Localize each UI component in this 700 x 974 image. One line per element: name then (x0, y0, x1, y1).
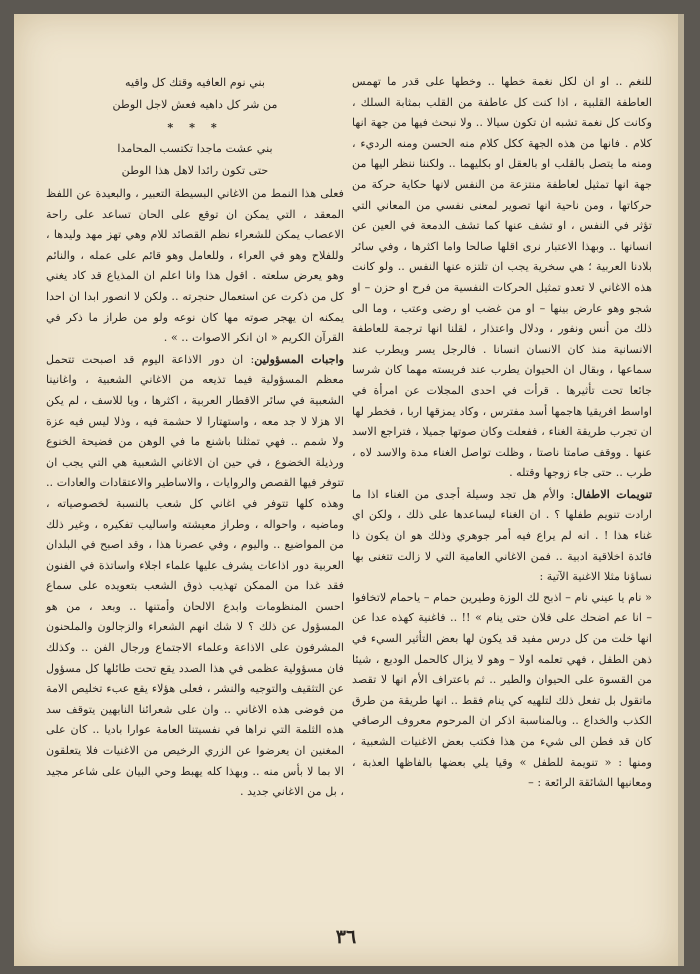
right-paragraph-3: « نام يا عيني نام – اذبح لك الوزة وطيرين حمام – ياحمام لاتخافوا – انا عم اضحك على فلان حتى ينام » !! .. فاغنية كهذه عدا عن انها خلت من كل درس مفيد قد يكون لها بعض التأثير السيء في ذهن الطفل ، فهي تعلمه اولا – وهو لا يزال كالحمل الوديع ، شيئا من القسوة على الحيوان والطير .. ثم باعتراف الأم انها لا تقصد ماتقول بل تفعل ذلك لتلهيه كي ينام فقط .. انها طريقة من طرق الكذب والخداع .. وبالمناسبة اذكر ان المرحوم معروف الرصافي كان قد فطن الى شيء من هذا فكتب بعض الاغنيات الشعبية ، ومنها : « تنويمة للطفل » وقيا يلي بعضها بالفاظها العذبة ، ومعانيها الشائقة الرائعة : – (352, 590, 652, 790)
poem-line-2: من شر كل داهيه فعش لاجل الوطن (112, 98, 278, 111)
right-text-column (352, 72, 652, 794)
left-paragraph-1: فعلى هذا النمط من الاغاني البسيطة التعبير ، والبعيدة عن اللفظ المعقد ، التي يمكن ان توقع على الحان تساعد على راحة الاعصاب يمكن للشعراء نظم القصائد للام وهي تهز مهد وليدها ، وللفلاح وهو في العراء ، وللعامل وهو قائم على عمله ، والنائم وهو يعرض سلعته . اقول هذا وانا اعلم ان المذياع قد كاد يغني كل من ذكرت عن استعمال حنجرته .. ولكن لا انصور ابدا ان احدا يمكنه ان يهجر صوته مها كان نوعه ولو من طراز ما ذكر في القرآن الكريم « ان انكر الاصوات .. » . (46, 187, 344, 345)
page-number: ٣٦ (335, 926, 357, 948)
magazine-page (14, 14, 684, 966)
poem-line-3: بني عشت ماجدا تكتسب المحامدا (117, 142, 273, 155)
left-paragraph-2 (46, 349, 344, 803)
left-paragraph-2-body: : ان دور الاذاعة اليوم قد اصبحت تتحمل معظم المسؤولية فيما تذيعه من الاغاني الشعبية ، واغانينا الشعبية في سائر الاقطار العربية ، اكثرها ، ويا للاسف ، لم يكن الا هزلا لا جد معه ، واستهتارا لا حشمة فيه ، وذلا ليس فيه عزة ولا شمم .. فهي تمثلنا باشنع ما في الوهن من فضيحة الخنوع ورذيلة الخضوع ، في حين ان الاغاني الشعبية هي التي يجب ان تتوفر فيها القصص والروايات ، والاساطير والاعتقادات والعادات .. وهذه كلها تتوفر في اغاني كل شعب بالنسبة لخصوصياته ، وماضيه ، واحواله ، وطراز معيشته واساليب تفكيره ، وغير ذلك من المواضيع .. واليوم ، وفي عصرنا هذا ، وقد اصبح في البلدان العربية دور اذاعات يشرف عليها علماء اجلاء واساتذة في الفنون فقد غدا من الممكن تهذيب ذوق الشعب بتعويده على سماع احسن المنظومات وابدع الالحان وأمتنها .. وبعد ، من هو المسؤول عن ذلك ؟ لا شك انهم الشعراء والزجالون والملحنون المشرفون على الاذاعة وعلماء الاجتماع ورجال الفن .. وكذلك فان مسؤولية عظمى في هذا الصدد يقع تحت طائلها كل مسؤول عن التثقيف والتوجيه والنشر ، فعلى هؤلاء يقع عبء تخليص الامة من فوضى هذه الاغاني .. وان على شعرائنا النابهين يتوقف سد هذه الثلمة التي نراها في نفسيتنا العامة عوارا باديا .. كان على المغنين ان يعرضوا عن الزري الرخيص من الاغنيات فلا يتعلقون الا بما لا بأس منه .. وبهذا كله يهبط وحي البيان على شاعر مجيد ، بل من الاغاني جديد . (46, 352, 344, 799)
right-paragraph-2-body: : والأم هل تجد وسيلة أجدى من الغناء اذا ما ارادت تنويم طفلها ؟ . ان الغناء ليساعدها على ذلك ، ولكن اي غناء هذا ! . انه لم يراع فيه أمر جوهري وذلك هو ان يكون ذا فائدة اخلاقية ادبية .. فمن الاغاني العامية التي لا زالت تتغنى بها نساؤنا مثلا الاغنية الآتية : (352, 487, 652, 584)
section-heading-responsibilities: واجبات المسؤولين (254, 351, 345, 366)
lullaby-poem (46, 72, 344, 182)
poem-line-1: بني نوم العافيه وقتك كل واقيه (124, 76, 266, 89)
right-paragraph-2 (352, 484, 652, 588)
poem-line-4: حتى تكون رائدا لاهل هذا الوطن (121, 164, 269, 177)
right-paragraph-1: للنغم .. او ان لكل نغمة خطها .. وخطها على قدر ما تهمس العاطفة القلبية ، اذا كنت كل عاطفة من القلب بمثابة السلك ، وكانت كل نغمة تشبه ان تكون سيالا .. ولا نبحث فيها من جهة انها كلام . فانها من هذه الجهة ككل كلام منه الحسن ومنه الرديء ، ومنه ما يتصل بالقلب او بالعقل او بكليهما .. ولكننا ننظر اليها من جهة انها تمثيل لعاطفة منتزعة من النفس لانها حكاية حركة من حركاتها ، ومن ناحية انها تصوير لمعنى نفسي من المعاني التي تؤثر في النفس ، او تشف عنها كما تشف الدمعة في العين عن انسانها .. وبهذا الاعتبار نرى اقلها صالحا واما اكثرها ، وفي سائر بلادنا العربية ؛ هي سخرية يجب ان تلتزه عنها النفس .. ولو كانت هذه الاغاني لا تعدو تمثيل الحركات النفسية من فرح او حزن – او شجو وهو عارض بينها – او من غضب او رضى وعتب ، وما الى ذلك من أنس ونفور ، ودلال واعتذار ، لقلنا انها ترجمة للعاطفة الانسانية منذ كان الانسان انسانا . فالرجل يسر ويطرب عند سماعها ، وبقال ان الحيوان يطرب عند فريسته مهما كان شرسا جائعا تحت تأثيرها . قرأت في احدى المجلات عن امرأة في اواسط افريقيا هاجمها أسد مفترس ، وكاد يمزقها اربا ، فخطر لها ان تجرب طريقة الغناء ، ففعلت وكان صوتها جميلا ، فتراجع الاسد عنها . ووقف صامتا ناصتا ، وظلت تواصل الغناء مدة والاسد لاه ، طرب .. حتى جاء زوجها وقتله . (352, 75, 652, 480)
poem-stars-separator: * * * (167, 120, 223, 134)
section-heading-lullabies: تنويمات الاطفال (574, 486, 653, 501)
left-text-column (46, 72, 344, 803)
